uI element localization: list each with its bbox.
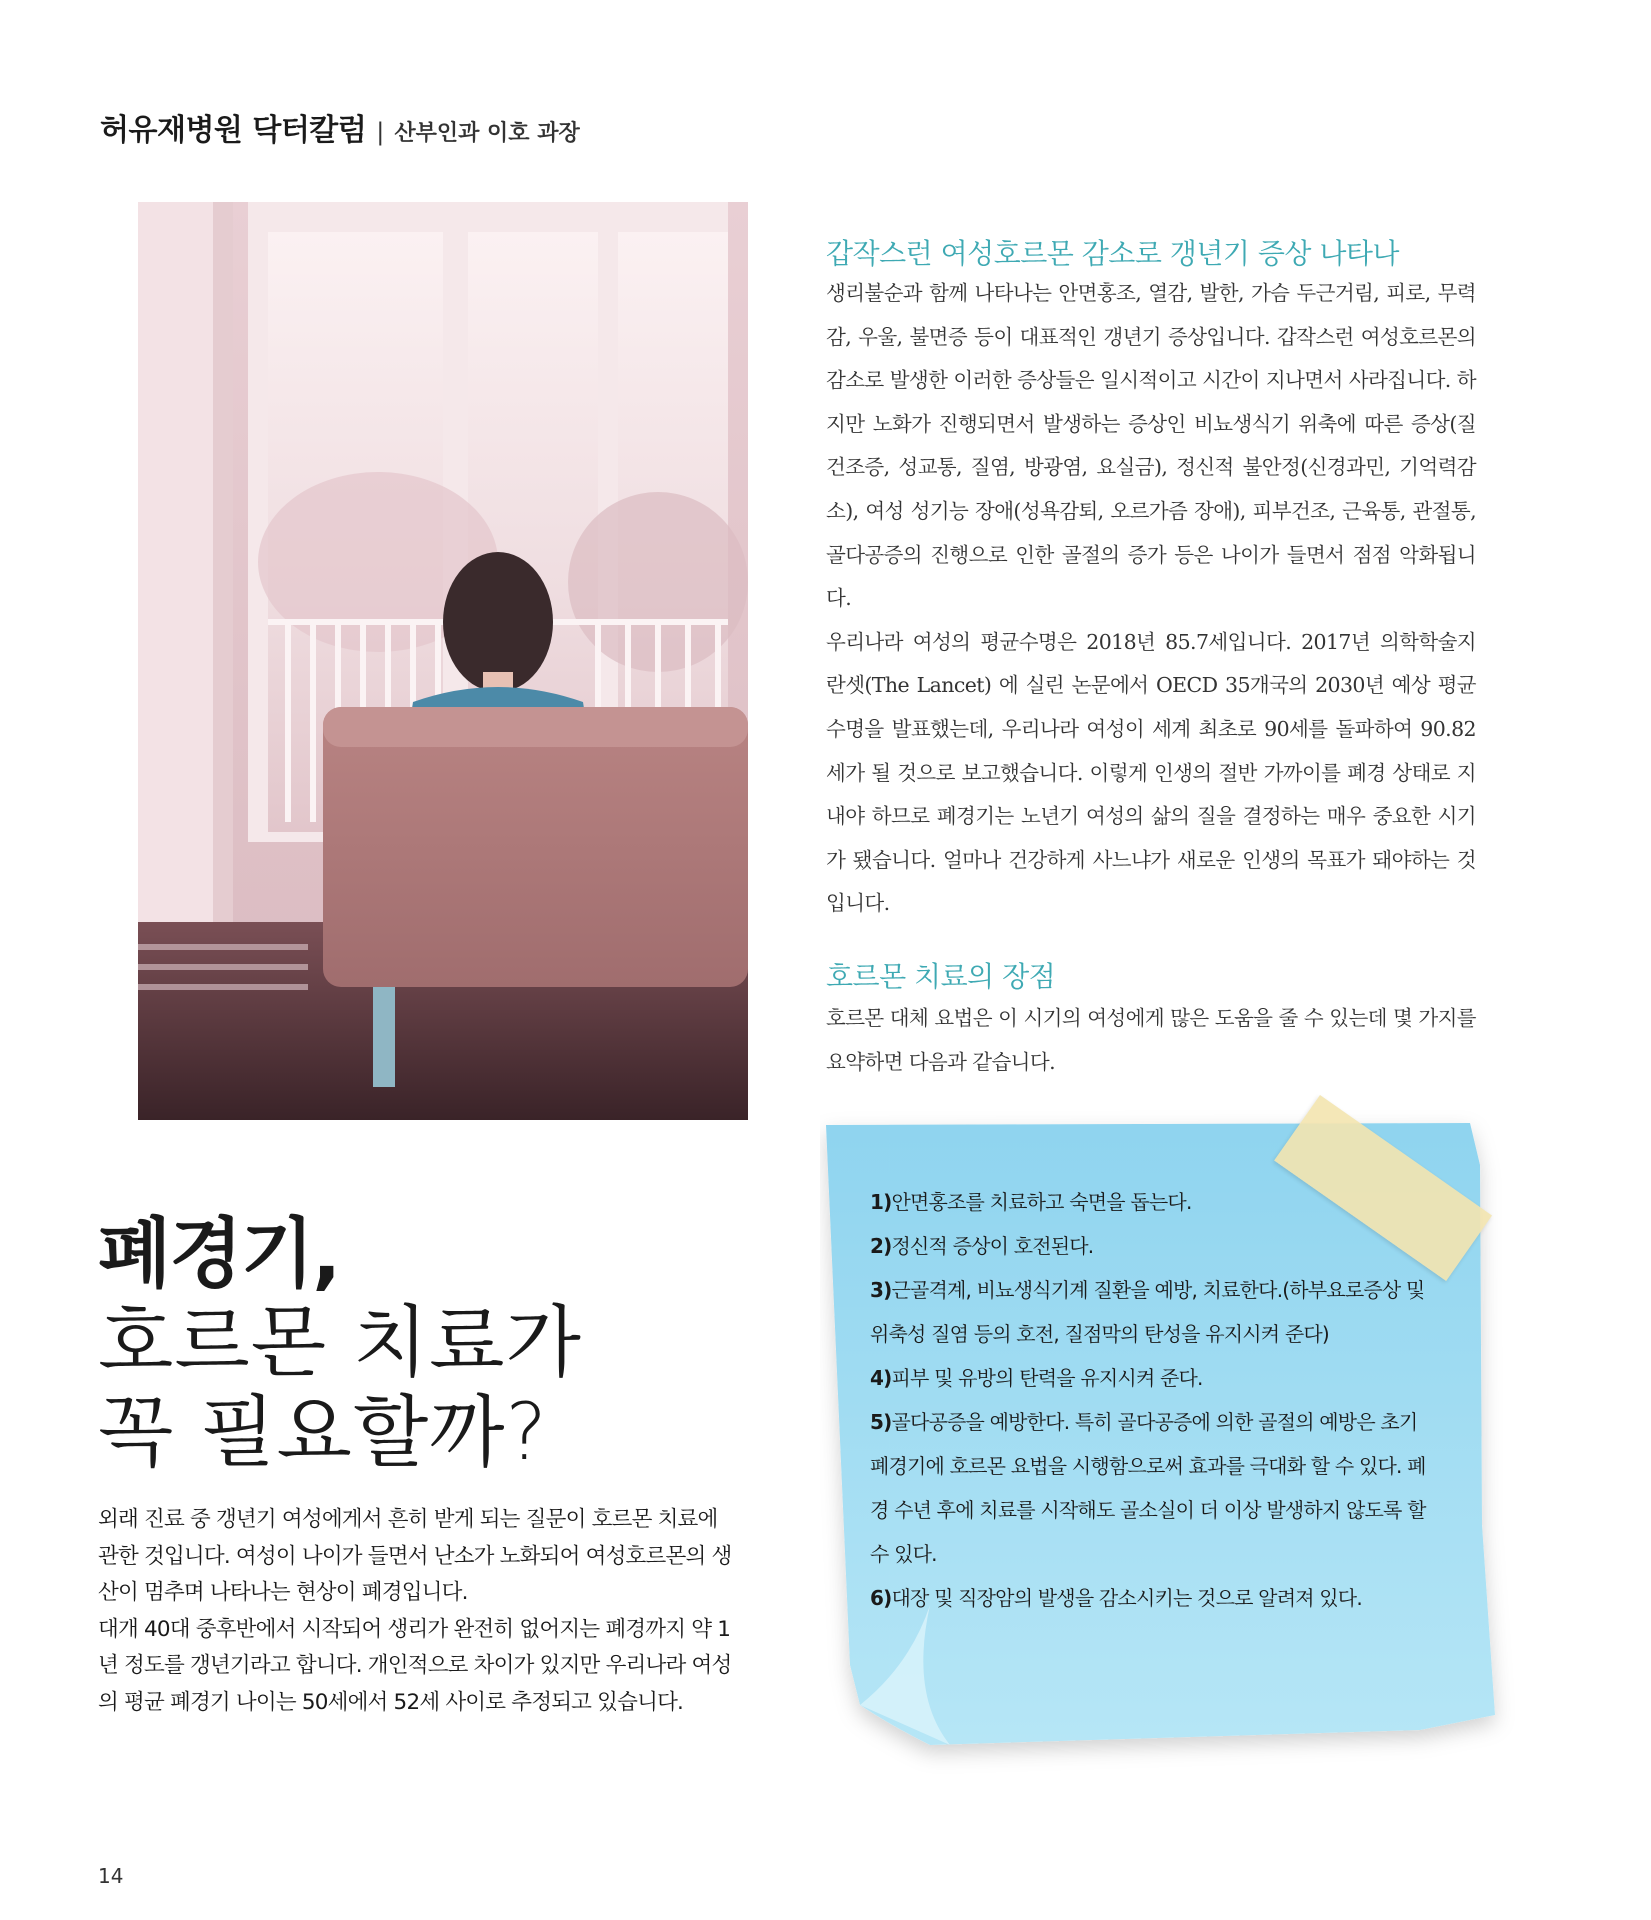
headline-line-3: 꼭 필요할까? xyxy=(98,1388,548,1478)
benefit-item: 5)골다공증을 예방한다. 특히 골다공증에 의한 골절의 예방은 초기 폐경기에 호르몬 요법을 시행함으로써 효과를 극대화 할 수 있다. 폐경 수년 후에 치료를 시작해도 골소실이 더 이상 발생하지 않도록 할 수 있다. xyxy=(870,1410,1426,1566)
section-heading-symptoms: 갑작스런 여성호르몬 감소로 갱년기 증상 나타나 xyxy=(826,237,1399,270)
benefits-list xyxy=(870,1180,1430,1620)
symptoms-paragraph: 생리불순과 함께 나타나는 안면홍조, 열감, 발한, 가슴 두근거림, 피로, 무력감, 우울, 불면증 등이 대표적인 갱년기 증상입니다. 갑작스런 여성호르몬의 감소로 발생한 이러한 증상들은 일시적이고 시간이 지나면서 사라집니다. 하지만 노화가 진행되면서 발생하는 증상인 비뇨생식기 위축에 따른 증상(질건조증, 성교통, 질염, 방광염, 요실금), 정신적 불안정(신경과민, 기억력감소), 여성 성기능 장애(성욕감퇴, 오르가즘 장애), 피부건조, 근육통, 관절통, 골다공증의 진행으로 인한 골절의 증가 등은 나이가 들면서 점점 악화됩니다. xyxy=(826,281,1476,611)
article-intro xyxy=(98,1502,738,1721)
benefit-item: 1)안면홍조를 치료하고 숙면을 돕는다. xyxy=(870,1190,1192,1214)
benefit-item: 3)근골격계, 비뇨생식기계 질환을 예방, 치료한다.(하부요로증상 및 위축성 질염 등의 호전, 질점막의 탄성을 유지시켜 준다) xyxy=(870,1278,1425,1346)
header-separator: | xyxy=(376,118,385,146)
benefit-item: 6)대장 및 직장암의 발생을 감소시키는 것으로 알려져 있다. xyxy=(870,1586,1362,1610)
headline-line-2: 호르몬 치료가 xyxy=(98,1298,582,1388)
section-body-symptoms xyxy=(826,272,1476,926)
photo-illustration xyxy=(138,202,748,1120)
intro-paragraph-2: 대개 40대 중후반에서 시작되어 생리가 완전히 없어지는 폐경까지 약 1년 정도를 갱년기라고 합니다. 개인적으로 차이가 있지만 우리나라 여성의 평균 폐경기 나이는 50세에서 52세 사이로 추정되고 있습니다. xyxy=(98,1616,732,1715)
lifespan-paragraph: 우리나라 여성의 평균수명은 2018년 85.7세입니다. 2017년 의학학술지 란셋(The Lancet) 에 실린 논문에서 OECD 35개국의 2030년 예상 평균수명을 발표했는데, 우리나라 여성이 세계 최초로 90세를 돌파하여 90.82세가 될 것으로 보고했습니다. 이렇게 인생의 절반 가까이를 폐경 상태로 지내야 하므로 폐경기는 노년기 여성의 삶의 질을 결정하는 매우 중요한 시기가 됐습니다. 얼마나 건강하게 사느냐가 새로운 인생의 목표가 돼야하는 것입니다. xyxy=(826,629,1476,916)
benefit-item: 4)피부 및 유방의 탄력을 유지시켜 준다. xyxy=(870,1366,1203,1390)
benefit-item: 2)정신적 증상이 호전된다. xyxy=(870,1234,1094,1258)
column-title: 허유재병원 닥터칼럼 xyxy=(100,113,367,148)
benefits-intro-paragraph: 호르몬 대체 요법은 이 시기의 여성에게 많은 도움을 줄 수 있는데 몇 가지를 요약하면 다음과 같습니다. xyxy=(826,1006,1476,1074)
article-headline xyxy=(98,1210,582,1478)
section-body-benefits xyxy=(826,997,1476,1084)
page-number: 14 xyxy=(98,1864,124,1888)
column-header xyxy=(100,105,580,149)
intro-paragraph-1: 외래 진료 중 갱년기 여성에게서 흔히 받게 되는 질문이 호르몬 치료에 관한 것입니다. 여성이 나이가 들면서 난소가 노화되어 여성호르몬의 생산이 멈추며 나타나는 현상이 폐경입니다. xyxy=(98,1507,732,1605)
section-heading-benefits: 호르몬 치료의 장점 xyxy=(826,960,1056,993)
headline-line-1: 폐경기, xyxy=(98,1209,340,1298)
woman-on-sofa-photo xyxy=(138,202,748,1120)
author-name: 산부인과 이호 과장 xyxy=(394,121,580,146)
